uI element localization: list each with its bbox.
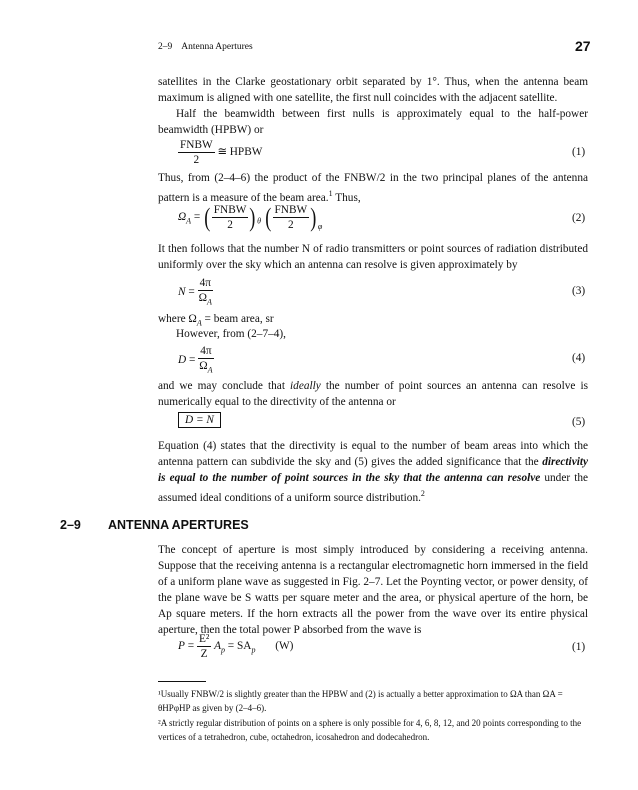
para3-text: Thus, from (2–4–6) the product of the FNBW/2 in the two principal planes of the antenna pattern is a measure of the beam area. [158,172,588,204]
paragraph-5 [158,378,588,410]
eq2-lhs-sub: A [186,216,192,226]
footnote-ref-1: 1 [328,189,333,198]
eq2-numerator-1: FNBW [213,204,247,216]
eq1-numerator: FNBW [180,139,213,151]
however-line: However, from (2–7–4), [176,328,286,340]
eq1-number: (1) [572,146,586,158]
where-text: where Ω [158,313,197,325]
eq6-number: (1) [572,641,586,653]
eq2-sub-theta: θ [257,216,262,226]
header-section: 2–9 [158,42,173,52]
section-number: 2–9 [60,518,81,532]
equation-4 [178,344,214,377]
equation-2: $\Omega_A$ = ( $\frac{\text{FNBW}}{2}$ )$_\theta$ ( $\frac{\text{FNBW}}{2}$ )$_\varphi$ [178,202,323,232]
para5-text: and we may conclude that [158,380,291,392]
eq5-number: (5) [572,416,586,428]
eq3-number: (3) [572,285,586,297]
eq3-numerator: 4π [199,277,211,289]
footnote-2: ²A strictly regular distribution of points on a sphere is only possible for 4, 6, 8, 12, and 20 points corresponding to the vertices of a tetrahedron, cube, octahedron, icosahedron and dodecahedron. [158,718,582,742]
eq3-lhs: N [178,286,186,299]
eq3-denominator: Ω [198,292,208,304]
footnote-rule [158,681,206,682]
eq6-rhs-sub: p [220,645,225,655]
section-title: ANTENNA APERTURES [108,518,249,532]
eq4-denominator: Ω [199,360,208,372]
eq4-lhs: D [178,354,187,367]
eq2-sub-phi: φ [317,222,323,232]
equation-3 [178,276,213,309]
para6-tail: under the assumed ideal conditions of a uniform source distribution. [158,472,589,504]
eq2-lhs: Ω [178,211,187,224]
footnote-ref-2: 2 [420,489,425,498]
eq1-rhs: ≅ HPBW [217,146,263,159]
equation-6 [178,632,293,661]
eq2-number: (2) [572,212,586,224]
paragraph-1: satellites in the Clarke geostationary orbit separated by 1°. Thus, when the antenna beam maximum is aligned with one satellite, the first null coincides with the adjacent satellite. [158,76,588,104]
para3-tail: Thus, [332,191,361,204]
eq2-numerator-2: FNBW [274,204,308,216]
eq3-equals: = [188,286,195,299]
eq2-denominator-2: 2 [288,219,294,231]
paragraph-6 [158,438,588,506]
eq6-numerator: E² [198,633,210,645]
para6-text: Equation (4) states that the directivity is equal to the number of beam areas into which the antenna pattern can subdivide the sky and (5) gives the added significance that the [158,440,588,468]
where-definition: = beam area, sr [201,313,274,325]
eq6-denominator: Z [200,648,208,660]
eq6-equals: = [187,640,195,653]
equation-5 [178,414,221,426]
eq2-equals: = [193,211,201,224]
para6-bold: directivity is equal to the number of point sources in the sky that the antenna can resolve [158,456,588,484]
eq4-numerator: 4π [200,345,212,357]
header-title: Antenna Apertures [181,42,253,52]
paragraph-7: The concept of aperture is most simply introduced by considering a receiving antenna. Suppose that the receiving antenna is a rectangular electromagnetic horn immersed in the field of a uniform plane wave as suggested in Fig. 2–7. Let the Poynting vector, or power density, of the plane wave be S watts per square meter and the area, or physical aperture of the horn, be Ap square meters. If the horn extracts all the power from the wave over its entire physical aperture, then the total power P absorbed from the wave is [158,544,588,636]
eq4-number: (4) [572,352,586,364]
equation-1 [178,138,262,167]
eq6-rhs2: = SA [227,640,252,653]
para5-italic: ideally [290,380,321,392]
para5-tail: the number of point sources an antenna can resolve is numerically equal to the directivity of the antenna or [158,380,588,408]
eq2-denominator-1: 2 [227,219,233,231]
page-number: 27 [575,38,591,54]
paragraph-4: It then follows that the number N of radio transmitters or point sources of radiation distributed uniformly over the sky which an antenna can resolve is given approximately by [158,243,588,271]
eq5-text: D = N [185,414,214,426]
eq6-unit: (W) [275,640,294,653]
eq1-denominator: 2 [193,154,200,166]
paragraph-2: Half the beamwidth between first nulls is approximately equal to the half-power beamwidth (HPBW) or [158,108,588,136]
eq5-boxed [178,412,221,428]
eq4-denominator-sub: A [207,365,213,375]
eq6-rhs: A [214,640,221,653]
eq4-equals: = [189,354,196,367]
footnote-1: ¹Usually FNBW/2 is slightly greater than the HPBW and (2) is actually a better approximation to ΩA than ΩA = θHPφHP as given by (2–4–6). [158,689,563,713]
eq6-lhs: P [178,640,185,653]
eq6-rhs2-sub: p [251,645,256,655]
paragraph-3 [158,170,588,206]
eq3-denominator-sub: A [207,297,212,307]
running-header [158,42,253,52]
where-sub: A [196,318,202,328]
